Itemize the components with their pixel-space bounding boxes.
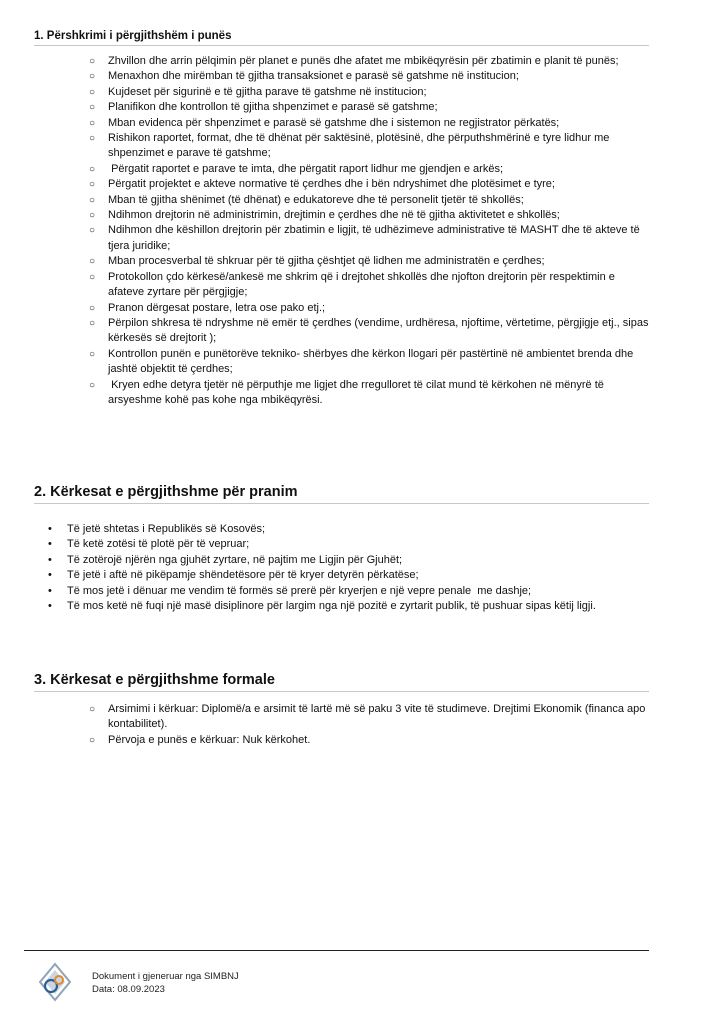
formal-requirements-list bbox=[34, 702, 649, 748]
bullet-icon: ○ bbox=[89, 379, 96, 391]
list-item-text: Zhvillon dhe arrin pëlqimin për planet e punës dhe afatet me mbikëqyrësin për zbatimin e planit të punës; bbox=[108, 55, 619, 67]
list-item-text: Përvoja e punës e kërkuar: Nuk kërkohet. bbox=[108, 733, 311, 746]
bullet-icon: ○ bbox=[89, 734, 96, 746]
bullet-icon: • bbox=[48, 569, 52, 582]
footer-divider bbox=[24, 950, 649, 951]
list-item bbox=[34, 316, 652, 347]
list-item bbox=[34, 162, 649, 177]
list-item bbox=[34, 301, 649, 316]
list-item-text: Planifikon dhe kontrollon të gjitha shpenzimet e parasë së gatshme; bbox=[108, 101, 438, 114]
bullet-icon: • bbox=[48, 584, 52, 597]
list-item-text: Të zotërojë njërën nga gjuhët zyrtare, në pajtim me Ligjin për Gjuhët; bbox=[67, 553, 403, 566]
list-item bbox=[34, 254, 649, 269]
list-item-text: Mban të gjitha shënimet (të dhënat) e edukatoreve dhe të personelit tjetër të shkollës; bbox=[108, 193, 524, 206]
section-heading: 2. Kërkesat e përgjithshme për pranim bbox=[34, 484, 649, 504]
bullet-icon: ○ bbox=[89, 348, 96, 360]
bullet-icon: ○ bbox=[89, 86, 96, 98]
list-item-text: Të mos ketë në fuqi një masë disiplinore për largim nga një pozitë e zyrtarit publik, të pushuar sipas këtij ligji. bbox=[67, 600, 596, 613]
list-item-text: Protokollon çdo kërkesë/ankesë me shkrim që i drejtohet shkollës dhe njofton drejtorin për respektimin e afateve zyrtare për përgjigje; bbox=[108, 270, 618, 299]
list-item-text: Kontrollon punën e punëtorëve tekniko- shërbyes dhe kërkon llogari për pastërtinë në ambientet brenda dhe jashtë objektit të çerdhes; bbox=[108, 347, 637, 376]
list-item bbox=[34, 553, 649, 568]
list-item bbox=[34, 223, 649, 254]
list-item bbox=[34, 131, 649, 162]
list-item bbox=[34, 378, 649, 409]
bullet-icon: • bbox=[48, 523, 52, 535]
bullet-icon: ○ bbox=[89, 271, 96, 283]
bullet-icon: ○ bbox=[89, 117, 96, 129]
simbnj-logo-icon bbox=[38, 962, 72, 1002]
list-item bbox=[34, 100, 649, 115]
list-item-text: Mban evidenca për shpenzimet e parasë së gatshme dhe i sistemon ne regjistrator përkatës; bbox=[108, 116, 560, 129]
list-item bbox=[34, 702, 649, 733]
footer-date: Data: 08.09.2023 bbox=[92, 984, 165, 995]
bullet-icon: ○ bbox=[89, 163, 96, 175]
list-item-text: Përgatit raportet e parave te imta, dhe përgatit raport lidhur me gjendjen e arkës; bbox=[108, 162, 504, 175]
bullet-icon: ○ bbox=[89, 302, 96, 314]
bullet-icon: ○ bbox=[89, 179, 96, 191]
list-item bbox=[34, 270, 649, 301]
list-item-text: Mban procesverbal të shkruar për të gjitha çështjet që lidhen me administratën e çerdhes; bbox=[108, 255, 545, 268]
list-item bbox=[34, 116, 649, 131]
footer-text bbox=[92, 970, 239, 996]
section-heading: 3. Kërkesat e përgjithshme formale bbox=[34, 672, 649, 692]
section-formal-requirements bbox=[34, 672, 649, 748]
list-item bbox=[34, 177, 649, 192]
list-item bbox=[34, 208, 649, 223]
list-item-text: Kujdeset për sigurinë e të gjitha parave të gatshme në institucion; bbox=[108, 85, 427, 98]
bullet-icon: ○ bbox=[89, 704, 96, 715]
bullet-icon: ○ bbox=[89, 102, 96, 114]
bullet-icon: • bbox=[48, 538, 52, 551]
list-item bbox=[34, 522, 649, 537]
list-item-text: Ndihmon dhe këshillon drejtorin për zbatimin e ligjit, të udhëzimeve administrative të MASHT dhe të akteve të tjera juridike; bbox=[108, 224, 643, 252]
list-item-text: Rishikon raportet, format, dhe të dhënat për saktësinë, plotësinë, dhe përputhshmërinë e tyre lidhur me shpenzimet e parave të gatshme; bbox=[108, 132, 613, 160]
list-item-text: Ndihmon drejtorin në administrimin, drejtimin e çerdhes dhe në të gjitha aktivitetet e shkollës; bbox=[108, 209, 560, 222]
list-item bbox=[34, 537, 649, 552]
list-item bbox=[34, 54, 649, 69]
list-item-text: Kryen edhe detyra tjetër në përputhje me ligjet dhe rregulloret të cilat mund të kërkohen në mënyrë të arsyeshme kohë pas kohe nga mbikëqyrësi. bbox=[108, 378, 607, 406]
section-job-description bbox=[34, 30, 652, 408]
bullet-icon: ○ bbox=[89, 56, 96, 67]
footer-generated-by: Dokument i gjeneruar nga SIMBNJ bbox=[92, 971, 239, 982]
list-item-text: Përpilon shkresa të ndryshme në emër të çerdhes (vendime, urdhëresa, njoftime, vërtetime, përgjigje etj., sipas kërkesës së drejtorit ); bbox=[108, 316, 652, 345]
requirements-list bbox=[34, 522, 649, 614]
list-item-text: Të jetë i aftë në pikëpamje shëndetësore për të kryer detyrën përkatëse; bbox=[67, 569, 419, 582]
list-item bbox=[34, 733, 649, 748]
list-item-text: Përgatit projektet e akteve normative të çerdhes dhe i bën ndryshimet dhe plotësimet e tyre; bbox=[108, 178, 555, 191]
list-item-text: Të mos jetë i dënuar me vendim të formës së prerë për kryerjen e një vepre penale me dashje; bbox=[67, 584, 532, 597]
list-item-text: Menaxhon dhe mirëmban të gjitha transaksionet e parasë së gatshme në institucion; bbox=[108, 70, 519, 83]
bullet-icon: ○ bbox=[89, 317, 96, 329]
list-item-text: Të jetë shtetas i Republikës së Kosovës; bbox=[67, 523, 266, 535]
list-item-text: Pranon dërgesat postare, letra ose pako etj.; bbox=[108, 301, 326, 314]
bullet-icon: ○ bbox=[89, 210, 96, 222]
list-item bbox=[34, 347, 649, 378]
list-item-text: Arsimimi i kërkuar: Diplomë/a e arsimit të lartë më së paku 3 vite të studimeve. Drejtimi Ekonomik (financa apo kontabilitet). bbox=[108, 703, 649, 731]
bullet-icon: ○ bbox=[89, 71, 96, 83]
list-item bbox=[34, 193, 649, 208]
bullet-icon: • bbox=[48, 553, 52, 566]
list-item bbox=[34, 85, 649, 100]
list-item bbox=[34, 568, 649, 583]
list-item bbox=[34, 584, 649, 599]
bullet-icon: ○ bbox=[89, 225, 96, 237]
list-item-text: Të ketë zotësi të plotë për të vepruar; bbox=[67, 538, 250, 551]
list-item bbox=[34, 599, 649, 614]
bullet-icon: ○ bbox=[89, 194, 96, 206]
bullet-icon: ○ bbox=[89, 256, 96, 268]
bullet-icon: ○ bbox=[89, 133, 96, 145]
section-general-requirements bbox=[34, 484, 649, 614]
duties-list bbox=[34, 54, 652, 408]
list-item bbox=[34, 69, 649, 84]
bullet-icon: • bbox=[48, 600, 52, 613]
section-heading: 1. Përshkrimi i përgjithshëm i punës bbox=[34, 30, 649, 46]
